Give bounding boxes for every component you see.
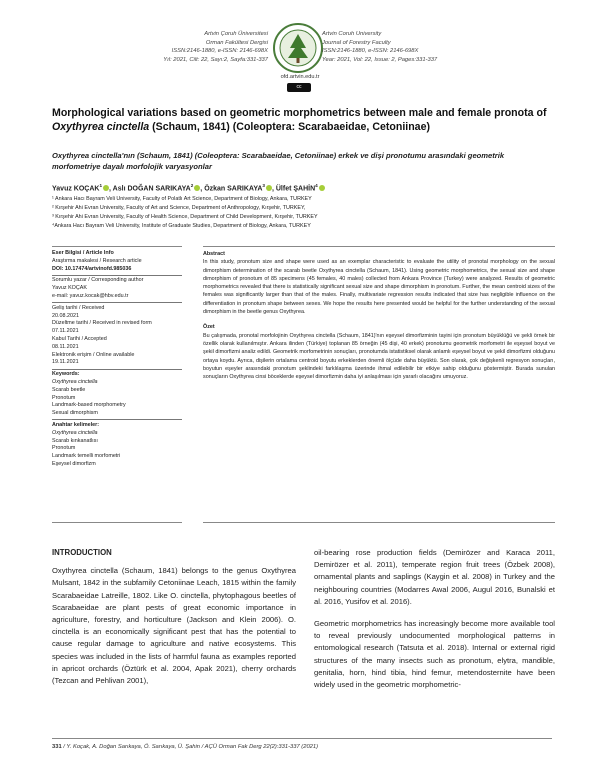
intro-column-left [52, 547, 296, 687]
accepted-date: 08.11.2021 [52, 343, 79, 350]
divider [52, 302, 182, 303]
affiliation: ² Kırşehir Ahi Evran University, Faculty of Art and Science, Department of Anthropology, Kırşehir, TURKEY, [52, 204, 306, 211]
corresponding-email[interactable]: e-mail: yavuz.kocak@hbv.edu.tr [52, 292, 129, 299]
header-en-line: Artvin Coruh University [322, 31, 382, 37]
author-name: Aslı DOĞAN SARIKAYA [112, 185, 191, 193]
affiliations [52, 195, 552, 231]
title-line1: Morphological variations based on geometric morphometrics between male and female pronota of [52, 107, 547, 119]
anahtar-kelime: Scarab kınkanatlısı [52, 437, 98, 444]
divider [52, 522, 182, 523]
intro-column-right [314, 547, 555, 691]
anahtar-kelime: Pronotum [52, 445, 76, 452]
orcid-icon[interactable] [319, 185, 325, 191]
revised-label: Düzeltme tarihi / Received in revised form [52, 320, 152, 327]
article-info-label: Eser Bilgisi / Article Info [52, 250, 114, 256]
author-name: Ülfet ŞAHİN [275, 185, 316, 193]
anahtar-kelime: Landmark temelli morfometri [52, 453, 121, 460]
ozet-heading: Özet [203, 324, 215, 331]
journal-url[interactable]: ofd.artvin.edu.tr [280, 74, 320, 80]
intro-paragraph: Oxythyrea cinctella (Schaum, 1841) belongs to the genus Oxythyrea Mulsant, 1842 in the subfamily Cetoniinae Leach, 1815 within the family Scarabaeidae Latreille, 1802. Like O. cinctella, phytophagous beetles of Scarabaeidae are plant pests of great economic importance in agriculture, forestry, and horticulture (Jackson and Klein 2006). O. cinctella is an economically significant pest that has the potential to cause regular damage to agriculture and native ecosystems. This species was included in the lists of harmful fauna as examples reported in apricot orchards (Öztürk et al. 2004, Apak 2021), cherry orchards (Tezcan and Pehlivan 2001), [52, 566, 296, 686]
journal-header-en [322, 30, 472, 64]
received-label: Geliş tarihi / Received [52, 304, 105, 311]
journal-logo [272, 22, 324, 74]
header-en-line: ISSN:2146-1880, e-ISSN: 2146-698X [322, 48, 419, 55]
article-subtitle-tr: Oxythyrea cinctella'nın (Schaum, 1841) (Coleoptera: Scarabaeidae, Cetoniinae) erkek ve dişi pronotumu arasındaki geometrik morfometriye dayalı morfolojik varyasyonlar [52, 151, 505, 171]
author-name: Yavuz KOÇAK [52, 185, 100, 193]
author-sup: 3 [262, 183, 265, 188]
footer-rule [52, 738, 552, 739]
header-tr-line: Orman Fakültesi Dergisi [205, 39, 268, 46]
author-name: Özkan SARIKAYA [204, 185, 263, 193]
orcid-icon[interactable] [266, 185, 272, 191]
header-en-line: Journal of Forestry Faculty [322, 39, 391, 46]
keywords-label: Keywords: [52, 371, 80, 378]
corresponding-label: Sorumlu yazar / Corresponding author [52, 277, 144, 284]
cc-license-badge[interactable]: cc [287, 83, 311, 92]
revised-date: 07.11.2021 [52, 328, 79, 335]
divider [203, 522, 555, 523]
abstract-text: In this study, pronotum size and shape were used as an exemplar characteristic to evaluate the utility of pronotal morphology on the sexual dimorphism determination of the scarab beetle Oxythyrea cinctella (Schaum, 1841). Using geometric morphometrics, the sexual size and shape dimorphism of pronotum of 85 specimens (45 females, 40 males) collected from Ankara Province (Turkey) were analyzed. Results of geometric morphometrics revealed that there is statistically significant sexual size and shape dimorphism in pronotum. Further, the mean centroid sizes of the females was significantly larger than that of the males. Finally, multivariate regression results indicated that size has negligible influence on the differentiation in pronotum shape between sexes. We hope the results here presented would be helpful for the further understanding of the sexual dimorphism in the beetle genus Oxythyrea. [203, 259, 555, 316]
orcid-icon[interactable] [103, 185, 109, 191]
keyword: Scarab beetle [52, 386, 86, 393]
article-title [52, 106, 552, 134]
ozet-text: Bu çalışmada, pronotal morfolojinin Oxythyrea cinctella (Schaum, 1841)'nın eşeysel dimorfizminin tayini için pronotum büyüklüğü ve şekli örnek bir özellik olarak kullanılmıştır. Ankara ilinden (Türkiye) toplanan 85 örneğin (45 dişi, 40 erkek) pronotumu geometrik morfometri ile eşeysel boyut ve şekil dimorfizmi analiz edildi. Geometrik morfometrinin sonuçları, pronotumda istatistiksel olarak anlamlı eşeysel boyut ve şekil dimorfizmi olduğunu ortaya koydu. Ayrıca, dişilerin ortalama centroid boyutu erkeklerden önemli ölçüde daha büyüktü. Son olarak, çok değişkenli regresyon sonuçları, boyutun eşeyler arasındaki pronotum şeklindeki farklılaşma üzerinde ihmal edilebilir bir etkiye sahip olduğunu göstermiştir. Burada sunulan sonuçların Oxythyrea cinsi böceklerde eşeysel dimorfizmin daha iyi anlaşılması için yararlı olacağını umuyoruz. [203, 332, 555, 381]
divider [52, 275, 182, 276]
footer-citation: / Y. Koçak, A. Doğan Sarıkaya, Ö. Sarıkaya, Ü. Şahin / AÇÜ Orman Fak Derg 22(2):331-337 (2021) [63, 744, 319, 750]
affiliation: ¹ Ankara Hacı Bayram Veli University, Faculty of Polatlı Art Science, Department of Biology, Ankara, TURKEY [52, 196, 312, 202]
anahtar-kelime: Oxythyrea cinctella [52, 429, 98, 436]
abstract-block [203, 250, 555, 381]
doi-link[interactable]: DOI: 10.17474/artvinofd.985036 [52, 265, 132, 272]
received-date: 20.08.2021 [52, 312, 79, 319]
header-tr-line: Yıl: 2021, Cilt: 22, Sayı:2, Sayfa:331-337 [163, 56, 268, 63]
section-heading: INTRODUCTION [52, 548, 112, 557]
title-species: Oxythyrea cinctella [52, 121, 150, 133]
affiliation: ³ Kırşehir Ahi Evran University, Faculty of Health Science, Department of Child Development, Kırşehir, TURKEY [52, 213, 318, 220]
online-label: Elektronik erişim / Online available [52, 351, 135, 358]
abstract-heading: Abstract [203, 251, 225, 257]
anahtar-label: Anahtar kelimeler: [52, 421, 100, 428]
author-list: Yavuz KOÇAK$^1$ , Aslı DOĞAN SARIKAYA$^2$ , Özkan SARIKAYA$^3$ , Ülfet ŞAHİN$^4$ [52, 183, 552, 192]
divider [52, 419, 182, 420]
intro-paragraph: Geometric morphometrics has increasingly become more available tool to reveal previously undocumented morphological patterns in entomological research (Tatsuta et al. 2018). Internal or external rigid structures of the many insects such as pronotum, elytra, mandible, genitalia, horn, hind tibia, hind femur, metendosternite have been widely used in the geometric morphometric- [314, 619, 555, 690]
anahtar-kelime: Eşeysel dimorfizm [52, 460, 96, 467]
keyword: Oxythyrea cinctella [52, 378, 98, 385]
header-tr-line: ISSN:2146-1880, e-ISSN: 2146-698X [171, 48, 268, 55]
keyword: Sexual dimorphism [52, 410, 98, 417]
author-sup: 2 [190, 183, 194, 188]
journal-header-tr [138, 30, 268, 64]
author-sup: 1 [99, 183, 103, 188]
keyword: Pronotum [52, 394, 76, 401]
article-info-panel [52, 250, 182, 469]
page-number: 331 [52, 744, 62, 750]
divider [52, 369, 182, 370]
author-sup: 4 [315, 183, 318, 188]
affiliation: ⁴Ankara Hacı Bayram Veli University, Institute of Graduate Studies, Department of Biology, Ankara, TURKEY [52, 222, 311, 229]
keyword: Landmark-based morphometry [52, 402, 126, 409]
divider [203, 246, 555, 247]
page-footer [52, 744, 552, 750]
intro-paragraph: oil-bearing rose production fields (Demirözer and Karaca 2011, Demirözer et al. 2011), temperate region fruit trees (Özbek 2008), ornamental plants and saplings (Kaygin et al. 2008) in Turkey and the neighbouring countries (Modarres Awal 2006, Augul 2016, Bunalski et al. 2016, Yusifov et al. 2016). [314, 548, 555, 606]
header-en-line: Year: 2021, Vol: 22, Issue: 2, Pages:331-337 [322, 56, 438, 63]
accepted-label: Kabul Tarihi / Accepted [52, 335, 107, 342]
title-rest: (Schaum, 1841) (Coleoptera: Scarabaeidae, Cetoniinae) [149, 121, 430, 133]
divider [52, 246, 182, 247]
header-tr-line: Artvin Çoruh Üniversitesi [204, 31, 268, 37]
online-date: 19.11.2021 [52, 359, 79, 366]
article-type: Araştırma makalesi / Research article [52, 257, 142, 264]
orcid-icon[interactable] [194, 185, 200, 191]
corresponding-name: Yavuz KOÇAK [52, 285, 87, 292]
